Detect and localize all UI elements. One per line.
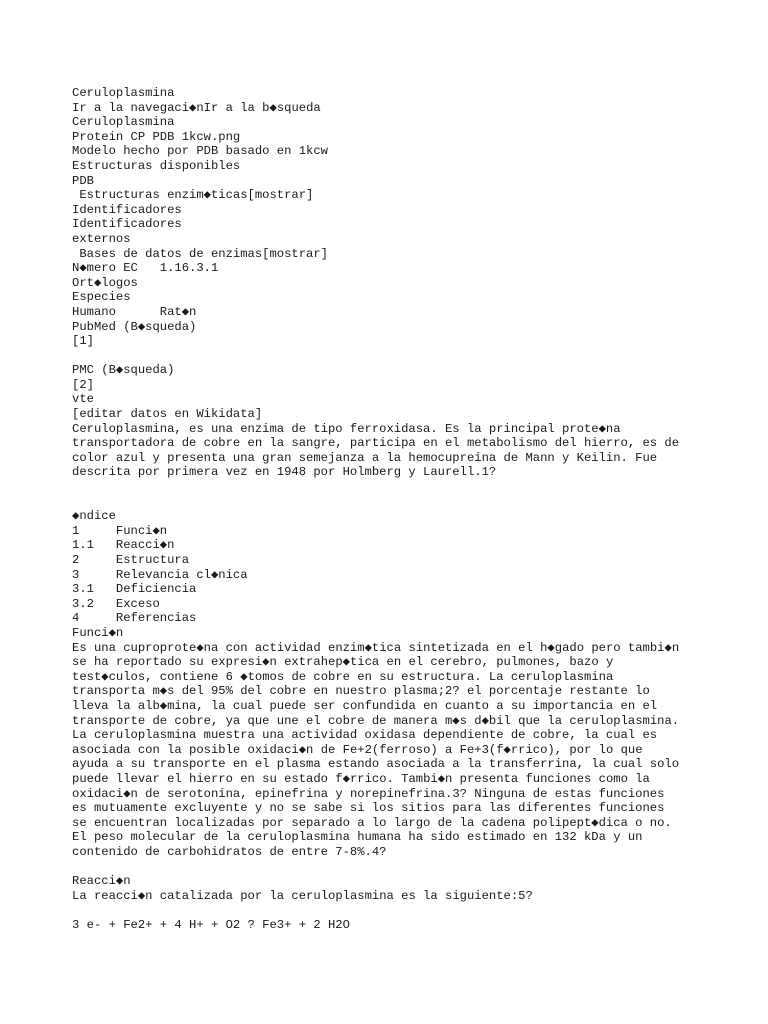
text-line: 2 Estructura [72,553,190,567]
text-line: 3.2 Exceso [72,596,160,611]
blank-line [72,903,732,918]
text-line: asociada con la posible oxidaci◆n de Fe+2(ferroso) a Fe+3(f◆rrico), por lo que [72,742,643,757]
text-line: Estructuras enzim◆ticas[mostrar] [72,188,314,203]
text-line: 1.1 Reacci◆n [72,538,175,553]
text-line: contenido de carbohidratos de entre 7-8%.4? [72,844,387,859]
blank-line [72,495,732,510]
text-line: La reacci◆n catalizada por la ceruloplasmina es la siguiente:5? [72,888,533,903]
text-line: transportadora de cobre en la sangre, participa en el metabolismo del hierro, es de [72,436,680,451]
text-line: Identificadores [72,202,182,217]
text-line: 1 Funci◆n [72,523,168,538]
text-line: se encuentran localizadas por separado a lo largo de la cadena polipept◆dica o no. [72,815,672,830]
text-line: lleva la alb◆mina, la cual puede ser confundida en cuanto a su importancia en el [72,698,658,713]
text-line: 3 Relevancia cl◆nica [72,567,248,582]
text-line: Bases de datos de enzimas[mostrar] [72,246,328,261]
text-line: Protein CP PDB 1kcw.png [72,129,241,144]
text-line: PMC (B◆squeda) [72,363,175,378]
text-line: transporta m◆s del 95% del cobre en nuestro plasma;2? el porcentaje restante lo [72,684,650,699]
blank-line [72,349,732,364]
blank-line [72,859,732,874]
text-line: Reacci◆n [72,874,131,889]
text-line: es mutuamente excluyente y no se sabe si los sitios para las diferentes funciones [72,801,665,816]
text-line: 3.1 Deficiencia [72,582,197,597]
text-line: externos [72,231,131,246]
text-line: Es una cuproprote◆na con actividad enzim◆tica sintetizada en el h◆gado pero tambi◆n [72,640,680,655]
text-line: PubMed (B◆squeda) [72,319,197,334]
text-line: El peso molecular de la ceruloplasmina humana ha sido estimado en 132 kDa y un [72,830,643,845]
text-line: Ceruloplasmina [72,115,175,130]
text-line: Ir a la navegaci◆nIr a la b◆squeda [72,100,321,115]
text-line: [2] [72,377,94,392]
text-line: N◆mero EC 1.16.3.1 [72,261,219,276]
text-line: Modelo hecho por PDB basado en 1kcw [72,144,328,159]
text-line: [editar datos en Wikidata] [72,407,263,422]
text-line: oxidaci◆n de serotonina, epinefrina y norepinefrina.3? Ninguna de estas funciones [72,786,665,801]
document-body [72,86,732,932]
text-line: Ceruloplasmina, es una enzima de tipo ferroxidasa. Es la principal prote◆na [72,421,621,436]
text-line: Funci◆n [72,625,124,640]
text-line: Ort◆logos [72,275,138,290]
text-line: test◆culos, contiene 6 ◆tomos de cobre en su estructura. La ceruloplasmina [72,669,614,684]
text-line: puede llevar el hierro en su estado f◆rrico. Tambi◆n presenta funciones como la [72,771,650,786]
text-line: Ceruloplasmina [72,86,175,100]
text-line: vte [72,392,94,407]
text-line: La ceruloplasmina muestra una actividad oxidasa dependiente de cobre, la cual es [72,728,658,743]
text-line: Humano Rat◆n [72,304,197,319]
text-line: 3 e- + Fe2+ + 4 H+ + O2 ? Fe3+ + 2 H2O [72,917,350,932]
text-line: se ha reportado su expresi◆n extrahep◆tica en el cerebro, pulmones, bazo y [72,655,614,670]
text-line: ◆ndice [72,509,116,524]
text-line: Identificadores [72,217,182,232]
text-line: color azul y presenta una gran semejanza a la hemocupreina de Mann y Keilin. Fue [72,450,658,465]
blank-line [72,480,732,495]
text-line: [1] [72,334,94,349]
text-line: descrita por primera vez en 1948 por Holmberg y Laurell.1? [72,465,497,480]
text-line: transporte de cobre, ya que une el cobre de manera m◆s d◆bil que la ceruloplasmina. [72,713,680,728]
text-line: ayuda a su transporte en el plasma estando asociada a la transferrina, la cual solo [72,757,680,772]
text-line: Especies [72,290,131,305]
text-line: 4 Referencias [72,611,197,626]
text-line: PDB [72,173,94,188]
text-line: Estructuras disponibles [72,158,241,173]
